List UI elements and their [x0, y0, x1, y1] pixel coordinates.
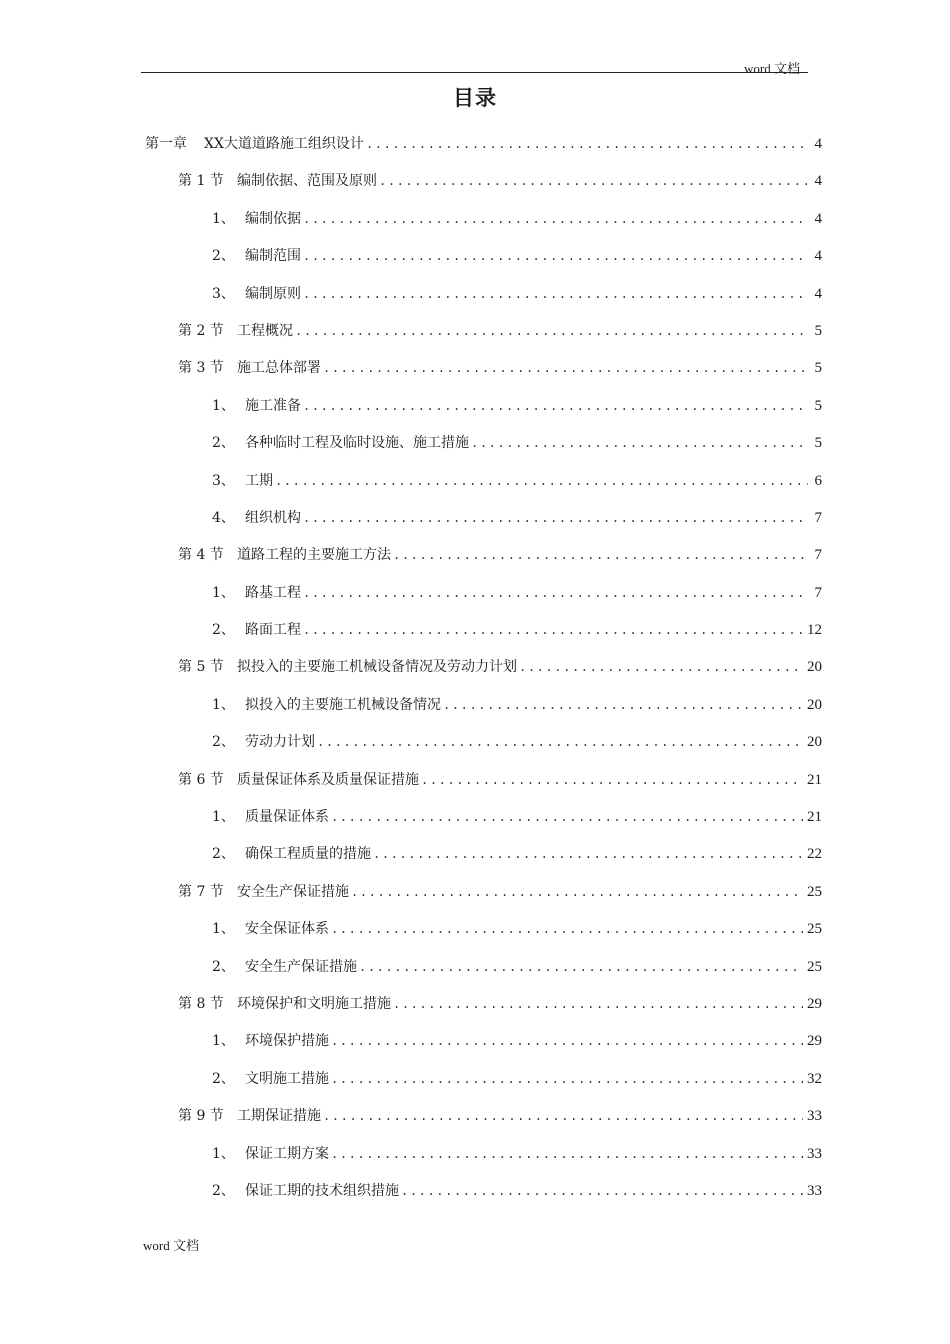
toc-entry-number: 1、 — [212, 397, 235, 414]
toc-entry-title: 安全生产保证措施 — [237, 883, 349, 900]
toc-entry-page-number: 25 — [807, 883, 822, 900]
toc-entry[interactable] — [0, 728, 950, 765]
toc-entry-page-number: 5 — [814, 397, 822, 414]
toc-entry-number: 1、 — [212, 1033, 235, 1050]
toc-entry-title: 质量保证体系及质量保证措施 — [237, 771, 419, 788]
toc-entry-number: 1、 — [212, 584, 235, 601]
dot-leader — [331, 1140, 803, 1168]
toc-entry-title: 施工准备 — [245, 397, 301, 414]
toc-entry-title: 保证工期方案 — [245, 1145, 329, 1162]
toc-entry-title: 劳动力计划 — [245, 734, 315, 751]
toc-entry[interactable] — [0, 653, 950, 690]
toc-entry-title: XX大道道路施工组织设计 — [204, 136, 364, 152]
toc-entry-title: 工程概况 — [237, 322, 293, 339]
toc-entry-title: 安全生产保证措施 — [245, 958, 357, 975]
dot-leader — [303, 392, 808, 420]
dot-leader — [359, 953, 803, 981]
toc-entry-number: 第 8 节 — [178, 995, 224, 1012]
dot-leader — [393, 541, 808, 569]
dot-leader — [317, 728, 803, 756]
toc-entry-page-number: 32 — [807, 1070, 822, 1087]
toc-entry[interactable] — [0, 990, 950, 1027]
dot-leader — [401, 1177, 803, 1205]
toc-entry-title: 确保工程质量的措施 — [245, 846, 371, 863]
toc-entry-page-number: 7 — [814, 509, 822, 526]
toc-entry[interactable] — [0, 354, 950, 391]
toc-entry-page-number: 33 — [807, 1145, 822, 1162]
toc-entry[interactable] — [0, 803, 950, 840]
toc-entry-page-number: 4 — [814, 285, 822, 302]
toc-entry-title: 拟投入的主要施工机械设备情况及劳动力计划 — [237, 659, 517, 676]
toc-entry-page-number: 29 — [807, 995, 822, 1012]
toc-entry-number: 2、 — [212, 248, 235, 265]
toc-entry-title: 组织机构 — [245, 509, 301, 526]
toc-entry-page-number: 4 — [814, 173, 822, 190]
dot-leader — [443, 691, 803, 719]
dot-leader — [379, 167, 808, 195]
toc-entry-page-number: 25 — [807, 958, 822, 975]
toc-entry[interactable] — [0, 878, 950, 915]
toc-entry-number: 第一章 — [145, 136, 187, 152]
toc-entry-number: 2、 — [212, 1070, 235, 1087]
toc-entry-number: 1、 — [212, 1145, 235, 1162]
dot-leader — [471, 429, 808, 457]
toc-entry[interactable] — [0, 579, 950, 616]
toc-entry-number: 第 6 节 — [178, 771, 224, 788]
toc-entry-number: 第 2 节 — [178, 322, 224, 339]
toc-entry-page-number: 21 — [807, 771, 822, 788]
toc-entry-number: 2、 — [212, 734, 235, 751]
toc-entry-page-number: 29 — [807, 1033, 822, 1050]
toc-entry-title: 工期 — [245, 472, 273, 489]
toc-entry-page-number: 7 — [814, 584, 822, 601]
toc-entry[interactable] — [0, 766, 950, 803]
toc-entry-page-number: 4 — [814, 210, 822, 227]
toc-entry-page-number: 21 — [807, 809, 822, 826]
toc-entry[interactable] — [0, 1177, 950, 1214]
toc-entry-page-number: 22 — [807, 846, 822, 863]
toc-entry[interactable] — [0, 1027, 950, 1064]
dot-leader — [275, 467, 808, 495]
toc-entry-page-number: 20 — [807, 659, 822, 676]
toc-entry-page-number: 20 — [807, 696, 822, 713]
dot-leader — [303, 205, 808, 233]
toc-entry[interactable] — [0, 317, 950, 354]
dot-leader — [331, 1065, 803, 1093]
dot-leader — [303, 242, 808, 270]
toc-entry[interactable] — [0, 392, 950, 429]
dot-leader — [303, 280, 808, 308]
toc-title: 目录 — [453, 86, 497, 110]
toc-entry-title: 安全保证体系 — [245, 921, 329, 938]
toc-entry-page-number: 7 — [814, 547, 822, 564]
toc-entry[interactable] — [0, 130, 950, 167]
toc-entry[interactable] — [0, 840, 950, 877]
toc-entry-number: 1、 — [212, 921, 235, 938]
dot-leader — [331, 1027, 803, 1055]
toc-entry-title: 编制依据、范围及原则 — [237, 173, 377, 190]
dot-leader — [295, 317, 808, 345]
toc-entry-number: 第 4 节 — [178, 547, 224, 564]
dot-leader — [351, 878, 803, 906]
toc-entry-number: 第 5 节 — [178, 659, 224, 676]
toc-entry-title: 路面工程 — [245, 622, 301, 639]
toc-entry-page-number: 33 — [807, 1182, 822, 1199]
toc-entry[interactable] — [0, 1065, 950, 1102]
toc-entry-page-number: 20 — [807, 734, 822, 751]
dot-leader — [331, 803, 803, 831]
toc-entry[interactable] — [0, 541, 950, 578]
toc-entry-title: 编制范围 — [245, 248, 301, 265]
toc-entry-number: 2、 — [212, 846, 235, 863]
toc-entry-number: 第 7 节 — [178, 883, 224, 900]
dot-leader — [303, 504, 808, 532]
toc-entry-page-number: 6 — [814, 472, 822, 489]
dot-leader — [373, 840, 803, 868]
dot-leader — [519, 653, 803, 681]
toc-entry-title: 路基工程 — [245, 584, 301, 601]
toc-entry[interactable] — [0, 242, 950, 279]
toc-entry[interactable] — [0, 205, 950, 242]
toc-entry-number: 2、 — [212, 435, 235, 452]
toc-entry-title: 环境保护措施 — [245, 1033, 329, 1050]
dot-leader — [323, 1102, 803, 1130]
toc-entry-title: 编制依据 — [245, 210, 301, 227]
dot-leader — [421, 766, 803, 794]
toc-entry-title: 工期保证措施 — [237, 1108, 321, 1125]
toc-entry-title: 施工总体部署 — [237, 360, 321, 377]
table-of-contents — [0, 130, 950, 1214]
toc-entry[interactable] — [0, 1102, 950, 1139]
toc-entry[interactable] — [0, 616, 950, 653]
toc-entry-title: 保证工期的技术组织措施 — [245, 1182, 399, 1199]
toc-entry[interactable] — [0, 429, 950, 466]
toc-entry[interactable] — [0, 915, 950, 952]
toc-entry-page-number: 4 — [814, 136, 822, 152]
toc-entry-page-number: 5 — [814, 322, 822, 339]
header-divider — [141, 72, 808, 73]
toc-entry[interactable] — [0, 691, 950, 728]
toc-entry[interactable] — [0, 467, 950, 504]
toc-entry[interactable] — [0, 504, 950, 541]
toc-entry[interactable] — [0, 1140, 950, 1177]
toc-entry-title: 文明施工措施 — [245, 1070, 329, 1087]
toc-entry-number: 第 1 节 — [178, 173, 224, 190]
toc-entry-page-number: 5 — [814, 435, 822, 452]
dot-leader — [303, 616, 803, 644]
dot-leader — [393, 990, 803, 1018]
toc-entry-page-number: 33 — [807, 1108, 822, 1125]
toc-entry-number: 3、 — [212, 285, 235, 302]
page-header-label: word 文档 — [744, 61, 800, 76]
toc-entry-title: 编制原则 — [245, 285, 301, 302]
toc-entry-number: 4、 — [212, 509, 235, 526]
toc-entry-page-number: 4 — [814, 248, 822, 265]
toc-entry-page-number: 12 — [807, 622, 822, 639]
dot-leader — [331, 915, 803, 943]
dot-leader — [303, 579, 808, 607]
toc-entry-title: 质量保证体系 — [245, 809, 329, 826]
dot-leader — [323, 354, 808, 382]
toc-entry-title: 道路工程的主要施工方法 — [237, 547, 391, 564]
toc-entry-number: 第 3 节 — [178, 360, 224, 377]
dot-leader — [366, 130, 808, 158]
toc-entry-title: 环境保护和文明施工措施 — [237, 995, 391, 1012]
toc-entry-number: 1、 — [212, 210, 235, 227]
page-footer-label: word 文档 — [143, 1238, 199, 1253]
toc-entry-number: 1、 — [212, 809, 235, 826]
toc-entry-page-number: 5 — [814, 360, 822, 377]
toc-entry-number: 第 9 节 — [178, 1108, 224, 1125]
toc-entry-number: 3、 — [212, 472, 235, 489]
toc-entry-number: 2、 — [212, 958, 235, 975]
toc-entry-number: 2、 — [212, 1182, 235, 1199]
toc-entry-title: 各种临时工程及临时设施、施工措施 — [245, 435, 469, 452]
toc-entry-number: 2、 — [212, 622, 235, 639]
toc-entry-title: 拟投入的主要施工机械设备情况 — [245, 696, 441, 713]
toc-entry-page-number: 25 — [807, 921, 822, 938]
toc-entry[interactable] — [0, 167, 950, 204]
toc-entry[interactable] — [0, 953, 950, 990]
toc-entry-number: 1、 — [212, 696, 235, 713]
toc-entry[interactable] — [0, 280, 950, 317]
